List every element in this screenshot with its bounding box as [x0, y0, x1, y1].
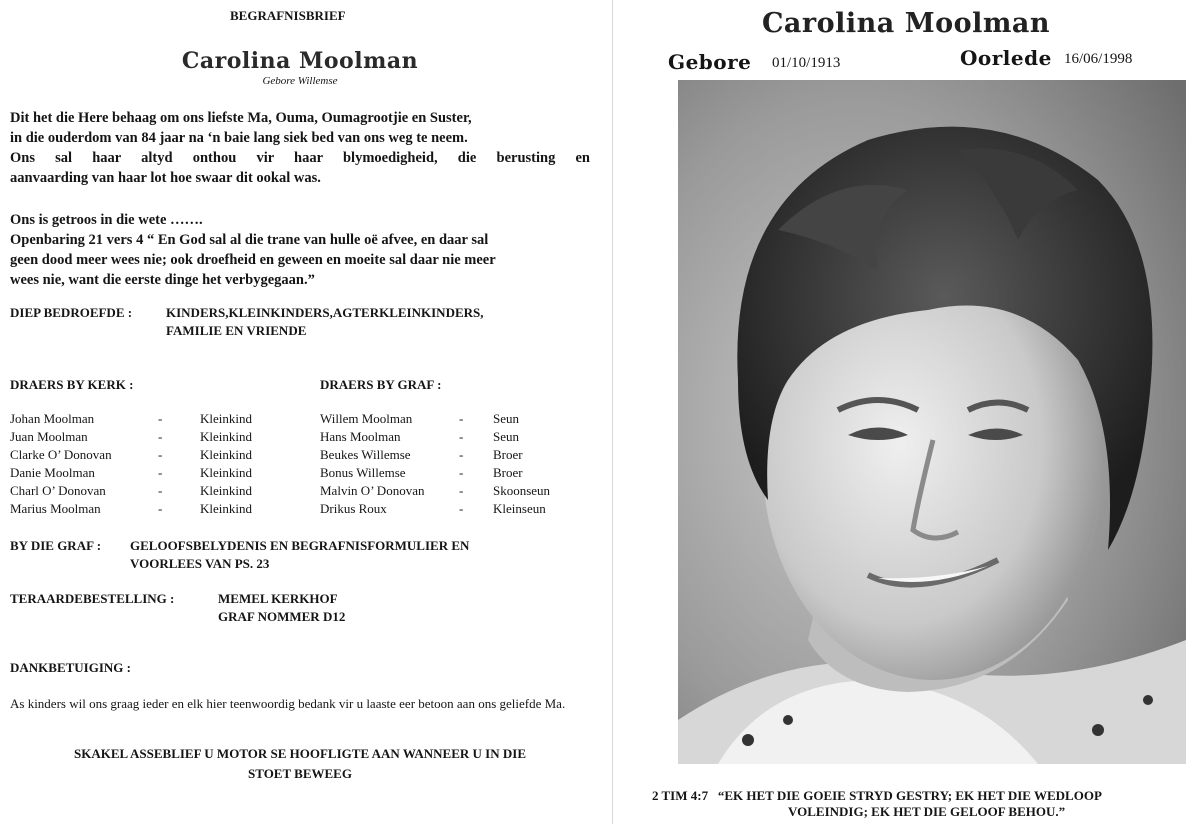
- burial-line: GRAF NOMMER D12: [218, 609, 346, 624]
- bearer-name: Beukes Willemse: [320, 447, 411, 462]
- bearer-dash: -: [459, 501, 464, 516]
- bearer-name: Charl O’ Donovan: [10, 483, 106, 498]
- bearer-name: Clarke O’ Donovan: [10, 447, 112, 462]
- bearer-dash: -: [158, 447, 163, 462]
- bereaved-line: KINDERS,KLEINKINDERS,AGTERKLEINKINDERS,: [166, 305, 484, 320]
- comfort-paragraph: [10, 210, 590, 290]
- church-bearers-title: DRAERS BY KERK :: [10, 377, 134, 392]
- bearer-dash: -: [158, 483, 163, 498]
- burial-line: MEMEL KERKHOF: [218, 591, 338, 606]
- bearers-row: [0, 446, 612, 464]
- burial-label: TERAARDEBESTELLING :: [10, 591, 175, 606]
- grave-bearers-title: DRAERS BY GRAF :: [320, 377, 442, 392]
- bearer-dash: -: [158, 411, 163, 426]
- bible-verse: [652, 788, 1102, 820]
- portrait-photo: [678, 80, 1186, 764]
- thanks-text: As kinders wil ons graag ieder en elk hier teenwoordig bedank vir u laaste eer betoon aan ons geliefde Ma.: [10, 696, 566, 711]
- deceased-name-title: Carolina Moolman: [761, 8, 1051, 39]
- verse-line: VOLEINDIG; EK HET DIE GELOOF BEHOU.”: [788, 804, 1066, 819]
- verse-line: “EK HET DIE GOEIE STRYD GESTRY; EK HET DIE WEDLOOP: [717, 788, 1102, 803]
- bearer-relation: Kleinkind: [200, 411, 252, 426]
- comfort-line: Ons is getroos in die wete …….: [10, 212, 203, 228]
- bearer-dash: -: [459, 411, 464, 426]
- bearer-relation: Kleinkind: [200, 447, 252, 462]
- intro-line: in die ouderdom van 84 jaar na ‘n baie lang siek bed van ons weg te neem.: [10, 130, 468, 146]
- bearer-relation: Kleinseun: [493, 501, 546, 516]
- headlights-notice: [10, 744, 590, 784]
- headlights-line: SKAKEL ASSEBLIEF U MOTOR SE HOOFLIGTE AAN WANNEER U IN DIE: [74, 746, 526, 761]
- bearers-row: [0, 428, 612, 446]
- bearer-name: Danie Moolman: [10, 465, 95, 480]
- headlights-line: STOET BEWEEG: [248, 766, 352, 781]
- bearer-dash: -: [459, 429, 464, 444]
- bearer-relation: Seun: [493, 429, 519, 444]
- intro-line: Dit het die Here behaag om ons liefste Ma, Ouma, Oumagrootjie en Suster,: [10, 110, 472, 126]
- bearer-relation: Kleinkind: [200, 429, 252, 444]
- bearer-dash: -: [158, 465, 163, 480]
- bearer-name: Drikus Roux: [320, 501, 387, 516]
- bearer-relation: Seun: [493, 411, 519, 426]
- bereaved-line: FAMILIE EN VRIENDE: [166, 323, 307, 338]
- by-grave-line: VOORLEES VAN PS. 23: [130, 556, 270, 571]
- comfort-line: geen dood meer wees nie; ook droefheid en geween en moeite sal daar nie meer: [10, 252, 496, 268]
- bearers-row: [0, 410, 612, 428]
- verse-reference: 2 TIM 4:7: [652, 788, 709, 803]
- bearer-dash: -: [459, 465, 464, 480]
- bearer-relation: Skoonseun: [493, 483, 551, 498]
- bearer-name: Malvin O’ Donovan: [320, 483, 425, 498]
- deceased-name-heading: Carolina Moolman: [181, 48, 419, 74]
- by-grave-line: GELOOFSBELYDENIS EN BEGRAFNISFORMULIER EN: [130, 538, 470, 553]
- bearers-row: [0, 464, 612, 482]
- bearer-name: Willem Moolman: [320, 411, 413, 426]
- document-header: BEGRAFNISBRIEF: [230, 8, 346, 23]
- bearer-relation: Kleinkind: [200, 501, 252, 516]
- intro-paragraph: [10, 108, 590, 188]
- bearers-row: [0, 500, 612, 518]
- bearer-dash: -: [459, 447, 464, 462]
- right-page: [612, 0, 1200, 824]
- bearer-dash: -: [459, 483, 464, 498]
- bereaved-label: DIEP BEDROEFDE :: [10, 305, 133, 320]
- bearer-dash: -: [158, 429, 163, 444]
- bearer-relation: Kleinkind: [200, 465, 252, 480]
- bearer-name: Johan Moolman: [10, 411, 95, 426]
- bearer-name: Hans Moolman: [320, 429, 401, 444]
- bearer-dash: -: [158, 501, 163, 516]
- thanks-label: DANKBETUIGING :: [10, 660, 131, 675]
- bearer-name: Marius Moolman: [10, 501, 101, 516]
- died-date: 16/06/1998: [1064, 51, 1133, 67]
- bearer-relation: Broer: [493, 447, 523, 462]
- comfort-line: Openbaring 21 vers 4 “ En God sal al die trane van hulle oë afvee, en daar sal: [10, 232, 489, 248]
- comfort-line: wees nie, want die eerste dinge het verbygegaan.”: [10, 272, 315, 288]
- bearer-name: Juan Moolman: [10, 429, 88, 444]
- maiden-name: Gebore Willemse: [262, 75, 338, 87]
- by-grave-label: BY DIE GRAF :: [10, 538, 102, 553]
- intro-line: Ons sal haar altyd onthou vir haar blymoedigheid, die berusting en: [10, 150, 590, 166]
- intro-line: aanvaarding van haar lot hoe swaar dit ookal was.: [10, 170, 321, 186]
- born-date: 01/10/1913: [772, 55, 841, 71]
- bearer-name: Bonus Willemse: [320, 465, 406, 480]
- died-label: Oorlede: [960, 46, 1052, 70]
- bearers-table: [0, 410, 612, 520]
- bearer-relation: Kleinkind: [200, 483, 252, 498]
- bearers-row: [0, 482, 612, 500]
- born-label: Gebore: [668, 50, 752, 74]
- bearer-relation: Broer: [493, 465, 523, 480]
- portrait-illustration: [678, 80, 1186, 764]
